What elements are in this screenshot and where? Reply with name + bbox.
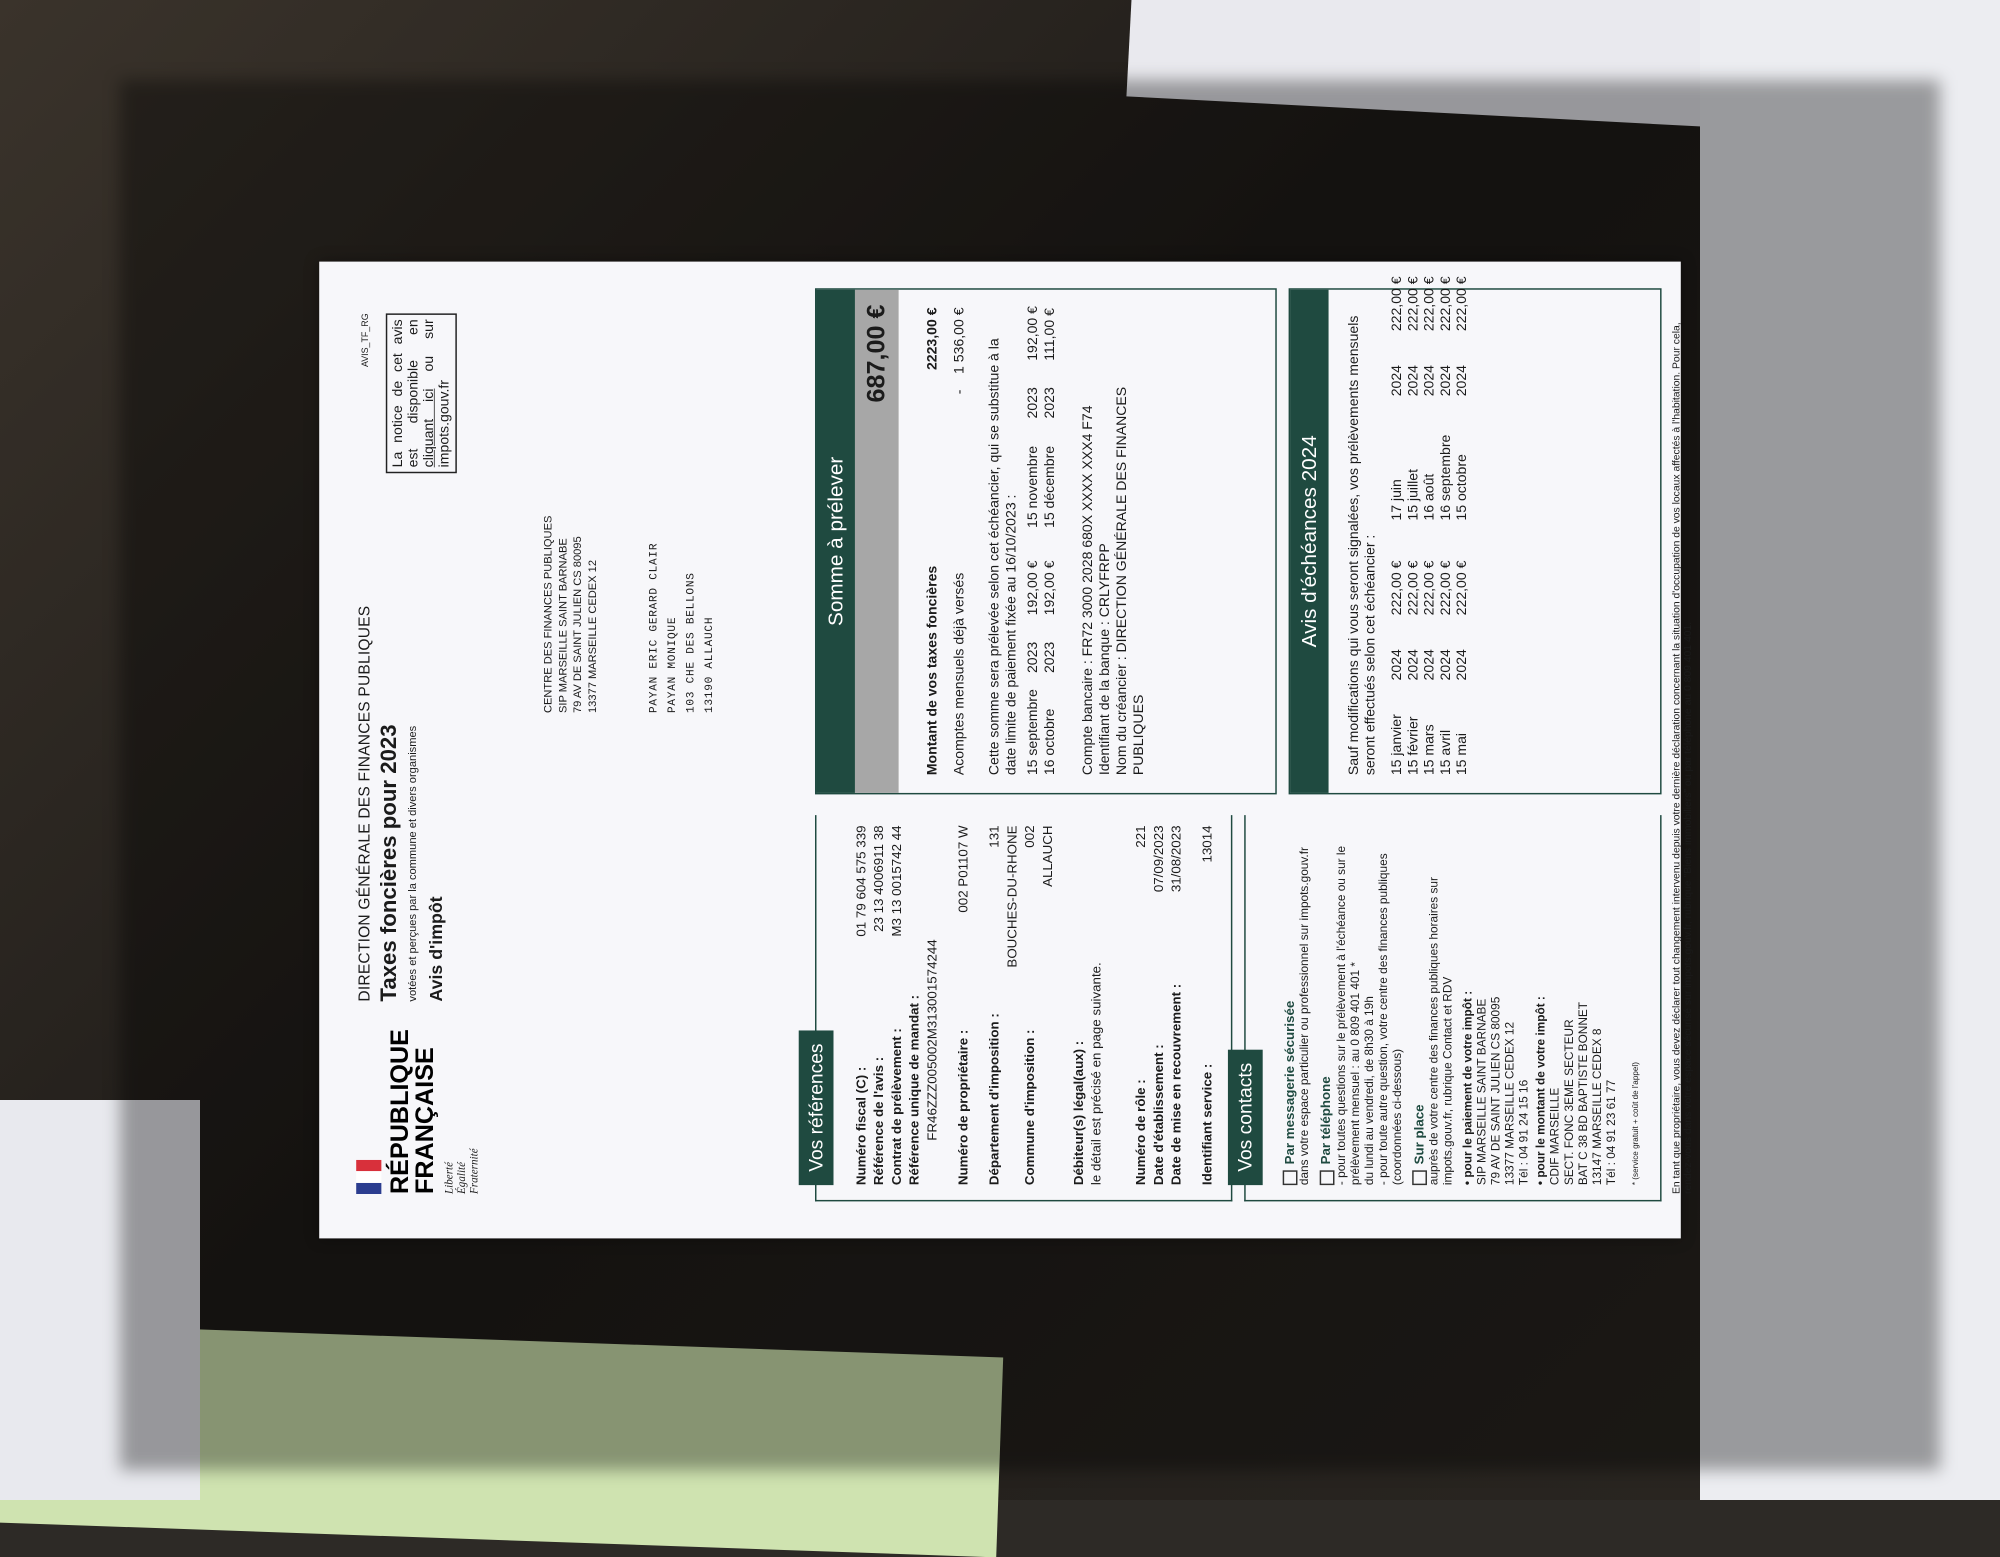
phone-text: - pour toutes questions sur le prélèvement à l'échéance ou sur le prélèvement mensuel : au 0 809 401 401 *	[1334, 845, 1362, 1186]
bank-id: Identifiant de la banque : CRLYFRPP	[1096, 543, 1113, 776]
phone-hours: du lundi au vendredi, de 8h30 à 19h	[1362, 996, 1376, 1186]
ref-row: Numéro de rôle : 221	[1133, 825, 1148, 1186]
ref-row: Date de mise en recouvrement : 31/08/2023	[1168, 825, 1184, 1186]
phone-icon	[1319, 1170, 1334, 1185]
rum-value: FR46ZZZ005002M313001574244	[924, 939, 940, 1141]
message-text: dans votre espace particulier ou professionnel sur impots.gouv.fr	[1298, 847, 1311, 1186]
debiteur-note: le détail est précisé en page suivante.	[1088, 962, 1104, 1186]
phone-text-other: - pour toute autre question, votre centre des finances publiques (coordonnées ci-dessous)	[1377, 853, 1404, 1186]
document-kind: Avis d'impôt	[426, 896, 447, 1002]
ref-row: Référence unique de mandat :	[906, 994, 922, 1186]
contacts-panel	[1233, 815, 1661, 1201]
ref-row: Commune d'imposition : 002	[1022, 825, 1037, 1186]
logo-title: RÉPUBLIQUE FRANÇAISE	[385, 1029, 440, 1194]
ref-row: Débiteur(s) légal(aux) :	[1071, 1040, 1086, 1186]
creditor: Nom du créancier : DIRECTION GÉNÉRALE DES FINANCES PUBLIQUES	[1113, 386, 1147, 776]
ref-row: Date d'établissement : 07/09/2023	[1150, 825, 1166, 1186]
amount-panel	[815, 288, 1277, 794]
schedule-intro: Cette somme sera prélevée selon cet échéancier, qui se substitue à la date limite de paiement fixée au 16/10/2023 :	[986, 338, 1020, 776]
ref-row: Identifiant service : 13014	[1199, 825, 1215, 1186]
ref-row: Département d'imposition : 131	[986, 825, 1002, 1186]
motto: Liberté Égalité Fraternité	[443, 1148, 481, 1194]
amount-body	[899, 290, 1162, 793]
commune-name: ALLAUCH	[1039, 825, 1055, 887]
dgfip-label: DIRECTION GÉNÉRALE DES FINANCES PUBLIQUES	[356, 605, 374, 1002]
tax-notice-sheet	[319, 262, 1694, 1239]
amount-due: 687,00 €	[855, 290, 899, 793]
page-subtitle: votées et perçues par la commune et divers organismes	[406, 725, 420, 1002]
header	[349, 306, 541, 1194]
footer-note: En tant que propriétaire, vous devez déclarer tout changement intervenu depuis votre dernière déclaration concernant la situation d'occupation de vos locaux affectés à l'habitation. Pour cela, rendez-vous dans votre espace sécurisé sur impots.gouv.fr, rubrique "Biens immobiliers" ou par téléphone au 0 809 401 401.	[1669, 322, 1694, 1194]
contacts-body: Par messagerie sécurisée dans votre espace particulier ou professionnel sur impots.gouv.fr Par téléphone - pour toutes questions sur le prélèvement à l'échéance ou sur le prélèvement mensuel : au 0 809 401 401 * du lundi au vendredi, de 8h30 à 19h - pour toute autre question, votre centre des finances publiques (coordonnées ci-dessous) Sur place auprès de votre centre des finances publiques horaires sur impots.gouv.fr, rubrique Contact et RDV • pour le paiement de votre impôt : SIP MARSEILLE SAINT BARNABE 79 AV DE SAINT JULIEN CS 80095 13377 MARSEILLE CEDEX 12 Tél : 04 91 24 15 16 • pour le montant de votre impôt : CDIF MARSEILLE SECT. FONC 3EME SECTEUR BAT C 38 BD BAPTISTE BONNET 13147 MARSEILLE CEDEX 8 Tél : 04 91 23 61 77 * (service gratuit + coût de l'appel)	[1275, 825, 1643, 1185]
schedule-body	[1329, 276, 1489, 793]
message-icon	[1283, 1170, 1298, 1185]
ref-row: Numéro fiscal (C) : 01 79 604 575 339	[853, 825, 869, 1186]
schedule-2024: 15 janvier 2024 222,00 € 17 juin 2024 222,00 € 15 février 2024 222,00 € 15 juillet 2024 222,00 € 15 mars 2024 222,00 € 16 août 2024 222,00 € 15 avril 2024 222,00 € 16 septembre 2024 222,00 € 15 mai 2024 222,00 € 15 octobre 2024 222,00 €	[1389, 276, 1470, 776]
references-body	[852, 825, 1216, 1185]
schedule-2023: 15 septembre 2023 192,00 € 15 novembre 2023 192,00 € 16 octobre 2023 192,00 € 15 décembre 2023 111,00 €	[1025, 306, 1058, 776]
acomptes-line: Acomptes mensuels déjà versés - 1 536,00 €	[951, 307, 968, 776]
ref-row: Référence de l'avis : 23 13 4006911 38	[871, 825, 887, 1186]
footnote: * (service gratuit + coût de l'appel)	[1631, 1062, 1640, 1186]
notice-box: La notice de cet avis est disponible en cliquant ici ou sur impots.gouv.fr	[386, 313, 457, 473]
recipient-address: PAYAN ERIC GERARD CLAIR PAYAN MONIQUE 103 CHE DES BELLONS 13190 ALLAUCH	[647, 542, 716, 713]
pin-icon	[1412, 1170, 1427, 1185]
form-code: AVIS_TF_RG	[359, 313, 371, 368]
header-text	[356, 606, 447, 1002]
flag-icon	[356, 1160, 381, 1194]
page-title: Taxes foncières pour 2023	[376, 724, 402, 1002]
amount-title: Somme à prélever	[816, 290, 854, 793]
references-title: Vos références	[799, 1030, 834, 1185]
schedule-panel	[1289, 276, 1662, 794]
contacts-title: Vos contacts	[1228, 1049, 1263, 1185]
ref-row: Numéro de propriétaire : 002 P01107 W	[955, 825, 971, 1186]
bank-account: Compte bancaire : FR72 3000 2028 680X XXXX XXX4 F74	[1079, 405, 1096, 776]
total-line: Montant de vos taxes foncières 2223,00 €	[924, 307, 941, 776]
references-panel	[804, 815, 1232, 1201]
ref-row: Contrat de prélèvement : M3 13 0015742 44	[889, 825, 904, 1186]
notice-link[interactable]: cliquant ici	[421, 388, 437, 468]
schedule-2024-intro: Sauf modifications qui vous seront signalées, vos prélèvements mensuels seront effectués selon cet échéancier :	[1346, 315, 1379, 776]
schedule-title: Avis d'échéances 2024	[1290, 290, 1328, 793]
dept-name: BOUCHES-DU-RHONE	[1004, 825, 1020, 968]
place-text: auprès de votre centre des finances publiques horaires sur impots.gouv.fr, rubrique Contact et RDV	[1427, 877, 1455, 1186]
sender-address: CENTRE DES FINANCES PUBLIQUES SIP MARSEILLE SAINT BARNABE 79 AV DE SAINT JULIEN CS 80095 13377 MARSEILLE CEDEX 12	[541, 515, 599, 713]
republic-logo	[356, 1016, 481, 1194]
